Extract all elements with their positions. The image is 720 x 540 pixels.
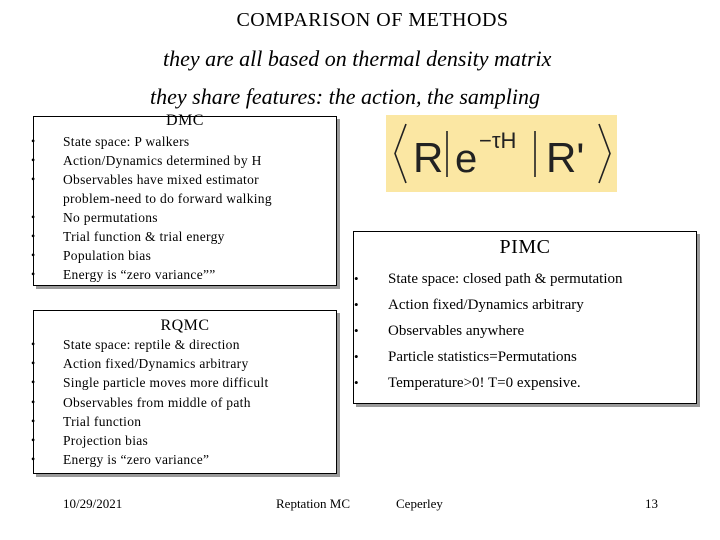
list-item-text-continued: problem-need to do forward walking — [63, 191, 272, 206]
pimc-box — [353, 231, 697, 404]
list-item — [354, 292, 623, 318]
formula-svg — [386, 115, 617, 192]
slide-title: COMPARISON OF METHODS — [236, 9, 509, 31]
bullet-icon: • — [31, 210, 36, 224]
bullet-icon: • — [31, 153, 36, 167]
bullet-icon: • — [31, 394, 36, 409]
bullet-icon: • — [31, 229, 36, 243]
list-item-text: Observables have mixed estimator — [63, 172, 259, 187]
formula-operator-exp: −τH — [479, 128, 517, 153]
list-item — [31, 265, 272, 284]
list-item — [31, 170, 272, 208]
bullet-icon: • — [31, 452, 36, 467]
list-item — [31, 246, 272, 265]
bullet-icon: • — [354, 323, 359, 338]
list-item-text: Temperature>0! T=0 expensive. — [388, 375, 581, 391]
list-item — [31, 227, 272, 246]
bullet-icon: • — [354, 297, 359, 312]
bullet-icon: • — [354, 375, 359, 390]
bullet-icon: • — [354, 271, 359, 286]
formula-ket: R' — [546, 134, 585, 181]
list-item-text: Trial function & trial energy — [63, 229, 225, 244]
list-item-text: Single particle moves more difficult — [63, 375, 269, 391]
right-angle-bracket-icon — [599, 124, 610, 183]
footer-author: Ceperley — [396, 496, 443, 511]
footer-center: Reptation MC — [276, 496, 351, 511]
formula-operator-base: e — [455, 137, 478, 181]
list-item — [354, 370, 623, 396]
bullet-icon: • — [354, 349, 359, 364]
bullet-icon: • — [31, 356, 36, 371]
list-item-text: Particle statistics=Permutations — [388, 349, 577, 365]
bullet-icon: • — [31, 337, 36, 351]
list-item-text: State space: reptile & direction — [63, 337, 240, 352]
list-item — [31, 208, 272, 227]
footer-page-number: 13 — [645, 496, 658, 511]
rqmc-list — [31, 335, 269, 469]
list-item-text: Action fixed/Dynamics arbitrary — [388, 297, 584, 313]
list-item-text: Energy is “zero variance”” — [63, 267, 216, 282]
list-item — [31, 335, 269, 354]
list-item — [31, 431, 269, 450]
pimc-title: PIMC — [499, 236, 551, 258]
list-item-text: Action fixed/Dynamics arbitrary — [63, 356, 249, 372]
list-item — [31, 393, 269, 412]
subtitle-thermal-density: they are all based on thermal density matrix — [163, 46, 552, 71]
bullet-icon: • — [31, 172, 36, 186]
list-item-text: Action/Dynamics determined by H — [63, 153, 262, 168]
rqmc-box — [33, 310, 337, 474]
bullet-icon: • — [31, 248, 36, 262]
list-item — [31, 151, 272, 170]
list-item-text: Population bias — [63, 248, 152, 263]
bullet-icon: • — [31, 375, 36, 390]
list-item-text: State space: P walkers — [63, 134, 190, 149]
list-item — [354, 266, 623, 292]
list-item — [31, 373, 269, 392]
list-item — [354, 344, 623, 370]
list-item-text: Observables anywhere — [388, 323, 525, 339]
pimc-list — [354, 266, 623, 396]
rqmc-title: RQMC — [160, 317, 210, 334]
list-item-text: State space: closed path & permutation — [388, 271, 623, 287]
list-item-text: No permutations — [63, 210, 158, 225]
bullet-icon: • — [31, 267, 36, 281]
list-item — [354, 318, 623, 344]
dmc-box — [31, 112, 337, 286]
bullet-icon: • — [31, 433, 36, 448]
list-item — [31, 450, 269, 469]
subtitle-shared-features: they share features: the action, the sampling — [150, 84, 541, 109]
list-item-text: Projection bias — [63, 433, 149, 449]
formula-bra: R — [413, 134, 444, 181]
bullet-icon: • — [31, 134, 36, 148]
list-item-text: Observables from middle of path — [63, 394, 251, 410]
footer-date: 10/29/2021 — [63, 496, 123, 511]
dmc-title: DMC — [166, 112, 204, 129]
density-matrix-formula — [386, 115, 617, 192]
list-item — [31, 132, 272, 151]
list-item-text: Energy is “zero variance” — [63, 452, 210, 468]
list-item — [31, 354, 269, 373]
list-item-text: Trial function — [63, 413, 142, 429]
list-item — [31, 412, 269, 431]
dmc-list — [31, 132, 272, 284]
bullet-icon: • — [31, 413, 36, 428]
left-angle-bracket-icon — [395, 124, 406, 183]
